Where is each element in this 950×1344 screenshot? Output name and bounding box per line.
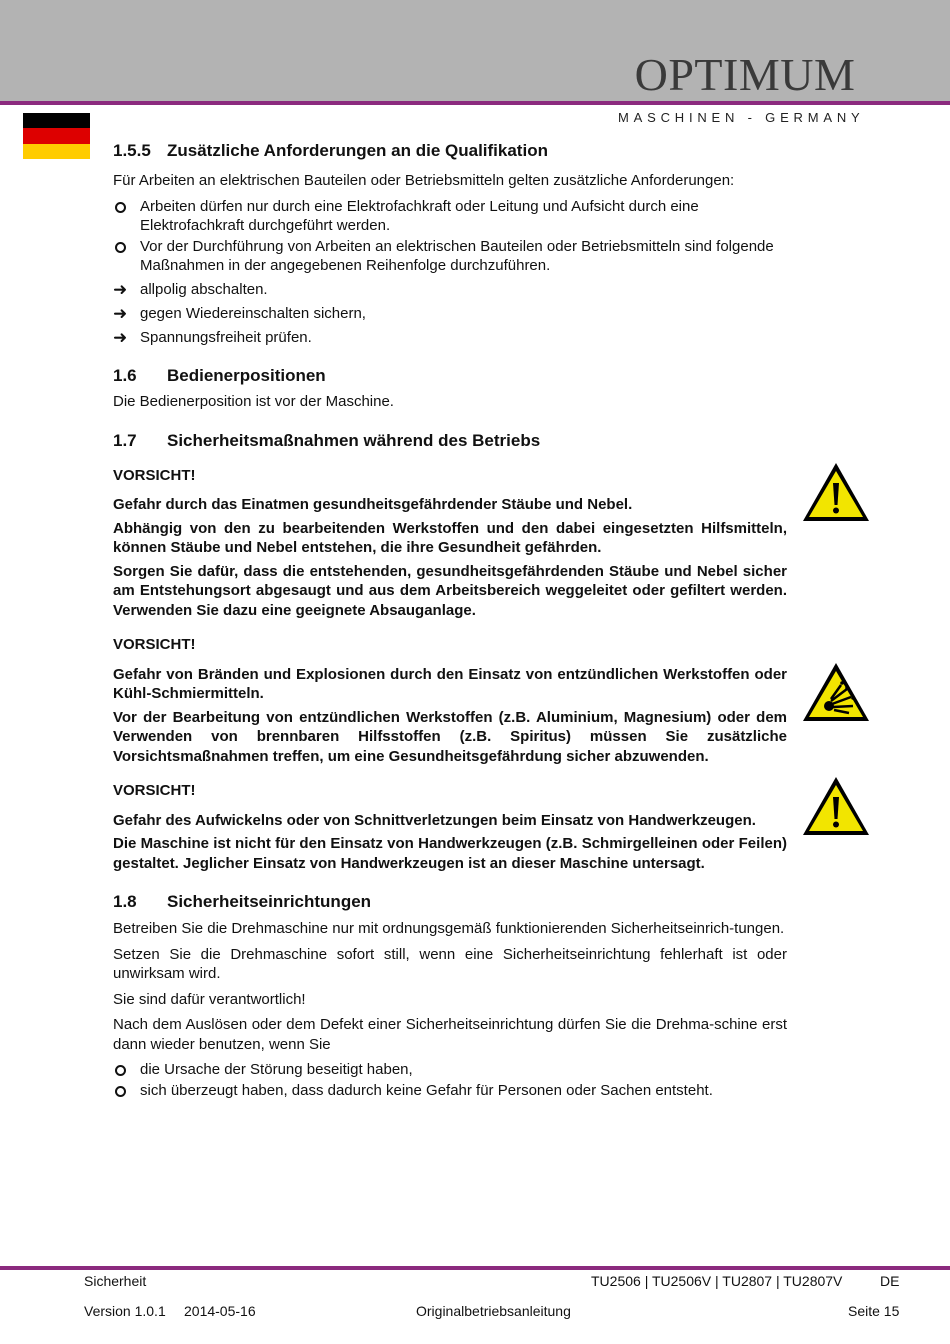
- paragraph: Sie sind dafür verantwortlich!: [113, 990, 306, 1008]
- section-heading: [113, 891, 787, 913]
- paragraph: Die Bedienerposition ist vor der Maschine.: [113, 393, 394, 410]
- warning-triangle-icon: [801, 775, 871, 837]
- list-item: Vor der Durchführung von Arbeiten an elektrischen Bauteilen oder Betriebsmitteln sind folgende Maßnahmen in der angegebenen Reihenfolge durchzuführen.: [113, 237, 787, 276]
- section-title: Sicherheitseinrichtungen: [167, 892, 372, 911]
- paragraph: Gefahr des Aufwickelns oder von Schnittverletzungen beim Einsatz von Handwerkzeugen.: [113, 811, 756, 829]
- section-number: 1.5.5: [113, 141, 151, 160]
- paragraph: Gefahr durch das Einatmen gesundheitsgefährdender Stäube und Nebel.: [113, 496, 633, 513]
- paragraph: Gefahr von Bränden und Explosionen durch den Einsatz von entzündlichen Werkstoffen oder Kühl-Schmiermitteln.: [113, 665, 787, 702]
- section-number: 1.7: [113, 430, 137, 450]
- caution-label: VORSICHT!: [113, 782, 196, 799]
- section-number: 1.6: [113, 366, 137, 385]
- bullet-list: [113, 197, 787, 276]
- list-item: [113, 280, 787, 300]
- section-heading: [113, 365, 787, 387]
- paragraph: Vor der Bearbeitung von entzündlichen Werkstoffen (z.B. Aluminium, Magnesium) oder dem Verwenden von brennbaren Hilfsstoffen (z.B. Spiritus) müssen Sie zusätzliche Vorsichtsmaßnahmen treffen, um eine Gesundheitsgefährdung sicher abzuwenden.: [113, 708, 787, 765]
- right-arrow-icon: ➜: [113, 327, 128, 347]
- footer-language: DE: [880, 1273, 900, 1289]
- section-title: Sicherheitsmaßnahmen während des Betriebs: [167, 430, 541, 450]
- footer-divider: [0, 1266, 950, 1270]
- right-arrow-icon: ➜: [113, 279, 128, 299]
- brand-logo: OPTIMUM: [634, 49, 856, 100]
- list-item: Arbeiten dürfen nur durch eine Elektrofachkraft oder Leitung und Aufsicht durch eine Elektrofachkraft durchgeführt werden.: [113, 197, 787, 236]
- list-item: [113, 304, 787, 324]
- step-text: allpolig abschalten.: [140, 280, 268, 298]
- footer-doc-type: Originalbetriebsanleitung: [416, 1303, 571, 1319]
- paragraph: Setzen Sie die Drehmaschine sofort still, wenn eine Sicherheitseinrichtung fehlerhaft ist oder unwirksam wird.: [113, 945, 787, 982]
- section-title: Zusätzliche Anforderungen an die Qualifikation: [167, 141, 548, 160]
- list-item: die Ursache der Störung beseitigt haben,: [113, 1060, 787, 1080]
- paragraph: Die Maschine ist nicht für den Einsatz von Handwerkzeugen (z.B. Schmirgelleinen oder Feilen) gestaltet. Jeglicher Einsatz von Handwerkzeugen ist an dieser Maschine untersagt.: [113, 835, 787, 872]
- bullet-list: [113, 1060, 787, 1100]
- list-item: [113, 328, 787, 348]
- step-text: gegen Wiedereinschalten sichern,: [140, 304, 366, 322]
- footer-version: Version 1.0.1: [84, 1303, 166, 1319]
- paragraph: Sorgen Sie dafür, dass die entstehenden, gesundheitsgefährdenden Stäube und Nebel sicher am Entstehungsort abgesaugt und aus dem Arbeitsbereich weggeleitet oder gefiltert werden. Verwenden Sie dazu eine geeignete Absauganlage.: [113, 562, 787, 619]
- warning-triangle-icon: [801, 461, 871, 523]
- right-arrow-icon: ➜: [113, 303, 128, 323]
- explosion-triangle-icon: [801, 661, 871, 723]
- brand-tagline: MASCHINEN - GERMANY: [618, 110, 865, 125]
- paragraph: Betreiben Sie die Drehmaschine nur mit ordnungsgemäß funktionierenden Sicherheitseinrich-tungen.: [113, 920, 785, 937]
- section-number: 1.8: [113, 892, 137, 911]
- footer-page: Seite 15: [848, 1303, 900, 1319]
- step-list: [113, 280, 787, 348]
- section-heading: [113, 430, 787, 452]
- section-heading: [113, 140, 787, 162]
- list-item: sich überzeugt haben, dass dadurch keine Gefahr für Personen oder Sachen entsteht.: [113, 1081, 787, 1101]
- footer-date: 2014-05-16: [184, 1303, 256, 1319]
- step-text: Spannungsfreiheit prüfen.: [140, 328, 312, 346]
- german-flag-icon: [23, 113, 90, 159]
- caution-label: VORSICHT!: [113, 466, 196, 484]
- caution-label: VORSICHT!: [113, 636, 196, 653]
- paragraph: Für Arbeiten an elektrischen Bauteilen oder Betriebsmitteln gelten zusätzliche Anforderungen:: [113, 172, 735, 189]
- footer-models: TU2506 | TU2506V | TU2807 | TU2807V: [591, 1273, 843, 1289]
- page-content: [113, 140, 787, 1100]
- paragraph: Nach dem Auslösen oder dem Defekt einer Sicherheitseinrichtung dürfen Sie die Drehma-schine erst dann wieder benutzen, wenn Sie: [113, 1016, 787, 1053]
- footer-section: Sicherheit: [84, 1273, 147, 1289]
- section-title: Bedienerpositionen: [167, 366, 326, 385]
- header-divider: [0, 101, 950, 105]
- paragraph: Abhängig von den zu bearbeitenden Werkstoffen und den dabei eingesetzten Hilfsmitteln, können Stäube und Nebel entstehen, die ihre Gesundheit gefährden.: [113, 519, 787, 556]
